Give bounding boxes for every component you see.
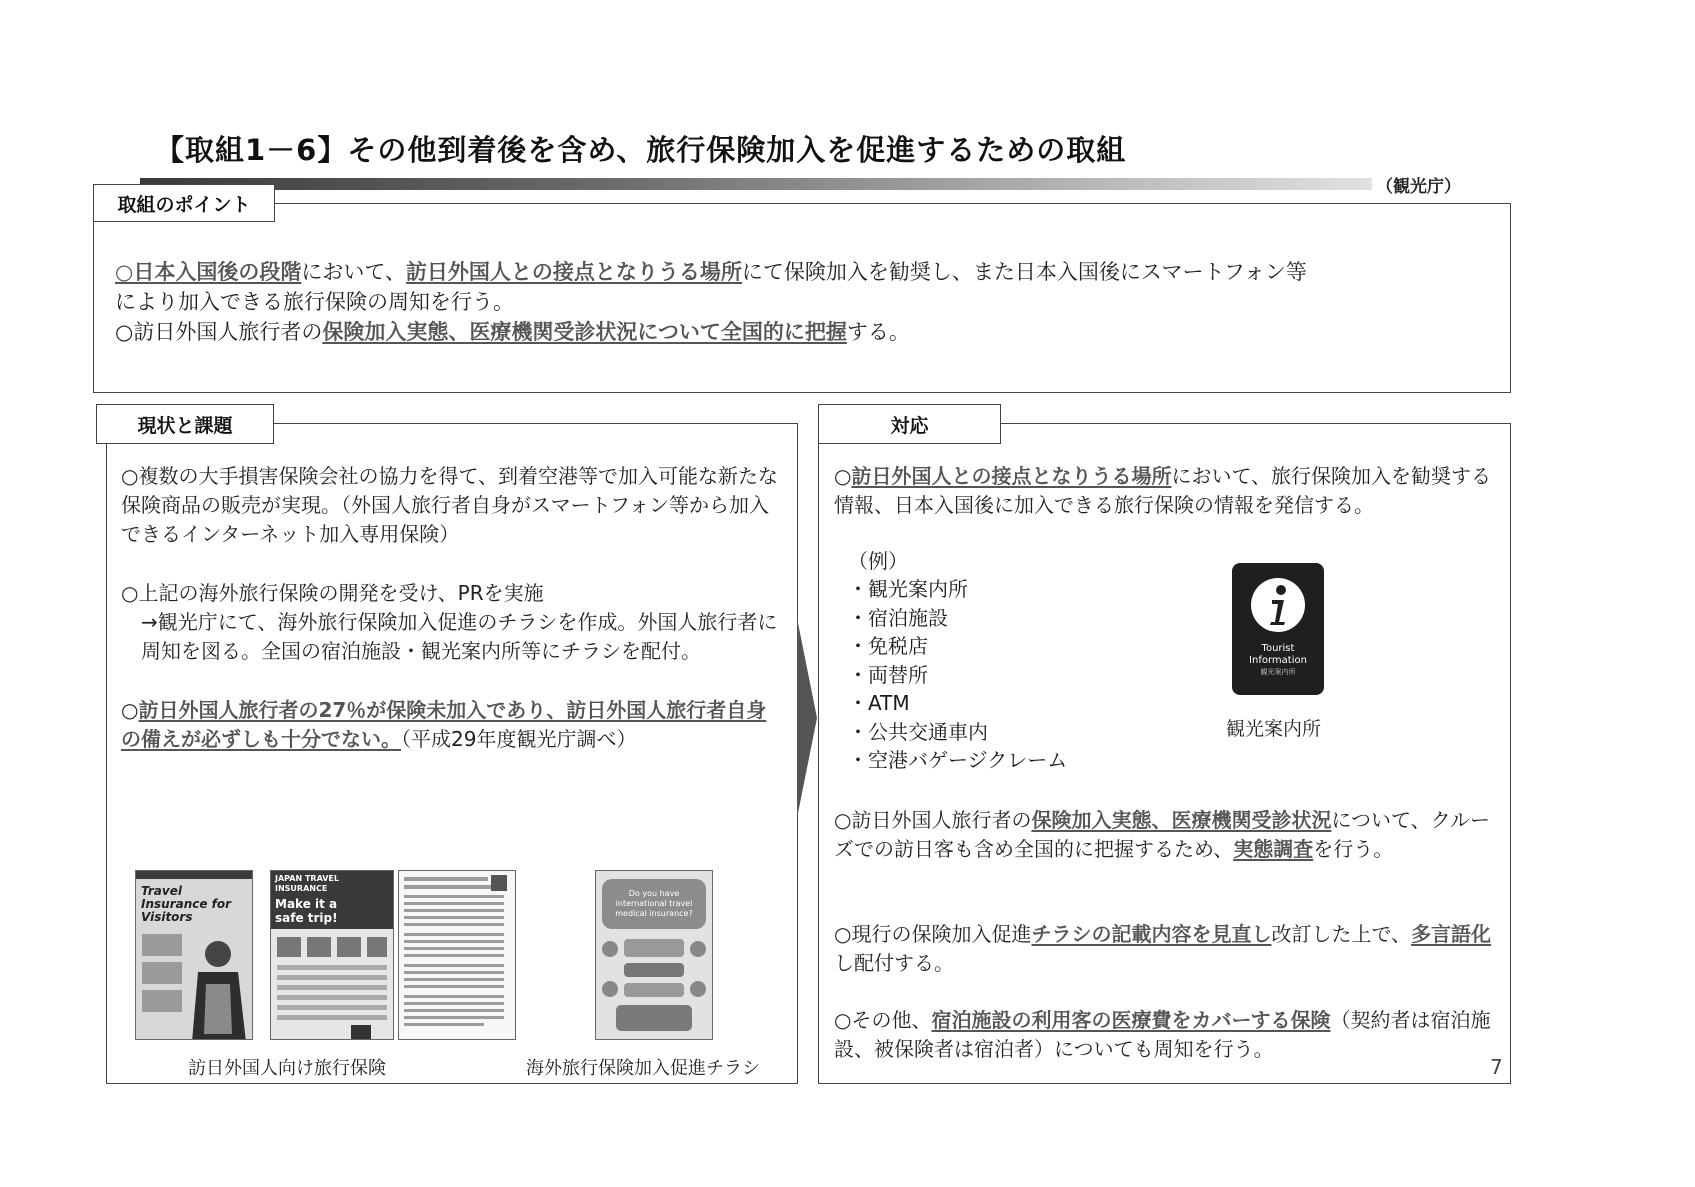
points-line2-c: する。 <box>846 320 910 344</box>
response-item-4-c: （契約者は宿泊施設、被保険者は宿泊者）についても周知を行う。 <box>834 1008 1491 1061</box>
caption-visitor-insurance: 訪日外国人向け旅行保険 <box>188 1058 386 1079</box>
response-example-list <box>848 575 1067 775</box>
points-line1-a: ○日本入国後の段階 <box>115 260 302 284</box>
current-item-1: ○複数の大手損害保険会社の協力を得て、到着空港等で加入可能な新たな保険商品の販売が実現。（外国人旅行者自身がスマートフォン等から加入できるインターネット加入専用保険） <box>121 464 779 546</box>
example-item: ・空港バゲージクレーム <box>848 748 1068 772</box>
tourist-info-en1: Tourist <box>1261 643 1295 654</box>
points-line1-d: にて保険加入を勧奨し、また日本入国後にスマートフォン等 <box>741 260 1307 284</box>
response-tab: 対応 <box>818 404 1001 444</box>
response-item-1 <box>834 462 1494 520</box>
tourist-info-logo <box>1232 563 1324 695</box>
example-item: ・ATM <box>848 691 910 715</box>
response-item-2-b: 保険加入実態、医療機関受診状況 <box>1031 808 1332 832</box>
response-example-label: （例） <box>848 549 908 573</box>
response-item-2-d: 実態調査 <box>1233 837 1314 861</box>
flyer-travel-insurance-visitors <box>135 870 253 1040</box>
info-icon <box>1248 575 1308 635</box>
response-item-2-e: を行う。 <box>1313 837 1394 861</box>
example-item: ・両替所 <box>848 662 928 687</box>
response-item-4-b: 宿泊施設の利用客の医療費をカバーする保険 <box>931 1008 1331 1032</box>
flyer3-text-lines <box>399 871 515 1039</box>
flyer-medical-insurance <box>595 870 713 1040</box>
response-item-1-c: において、旅行保険加入を勧奨する情報、日本入国後に加入できる旅行保険の情報を発信する。 <box>834 464 1492 517</box>
response-item-3-d: 多言語化 <box>1411 922 1492 946</box>
response-item-3-c: 改訂した上で、 <box>1271 922 1412 946</box>
points-line1-b: において、 <box>301 260 406 284</box>
flyer-text-sheet <box>398 870 516 1040</box>
current-tab: 現状と課題 <box>96 404 274 444</box>
response-item-1-b: 訪日外国人との接点となりうる場所 <box>851 464 1172 488</box>
example-item: ・宿泊施設 <box>848 605 948 630</box>
current-body <box>121 462 786 754</box>
tourist-info-en2: Information <box>1249 655 1307 666</box>
example-item: ・観光案内所 <box>848 577 968 601</box>
flyer4-title: Do you have international travel medical insurance? <box>602 879 706 929</box>
agency-label: （観光庁） <box>1372 172 1465 197</box>
points-line1-e: により加入できる旅行保険の周知を行う。 <box>115 290 514 314</box>
flyer1-title: Travel Insurance for Visitors <box>141 884 232 924</box>
flyer2-subtitle: Make it a safe trip! <box>275 897 338 925</box>
page-number: 7 <box>1490 1055 1503 1079</box>
example-item: ・免税店 <box>848 634 928 658</box>
tourist-info-caption: 観光案内所 <box>1226 718 1322 740</box>
response-item-3-a: ○現行の保険加入促進 <box>834 922 1032 946</box>
response-item-2 <box>834 806 1496 864</box>
current-item-2-b: →観光庁にて、海外旅行保険加入促進のチラシを作成。外国人旅行者に周知を図る。全国の宿泊施設・観光案内所等にチラシを配付。 <box>141 610 778 663</box>
points-line2-a: ○訪日外国人旅行者の <box>115 320 323 344</box>
response-item-2-c: について、クルーズでの訪日客も含め全国的に把握するため、 <box>834 808 1491 861</box>
points-line2-b: 保険加入実態、医療機関受診状況について全国的に把握 <box>322 320 847 344</box>
response-item-1-a: ○ <box>834 464 852 488</box>
response-item-2-a: ○訪日外国人旅行者の <box>834 808 1032 832</box>
tourist-info-jp: 観光案内所 <box>1260 668 1296 676</box>
points-line1-c: 訪日外国人との接点となりうる場所 <box>405 260 742 284</box>
title-underline-bar <box>140 178 1460 190</box>
page-title: 【取組1－6】その他到着後を含め、旅行保険加入を促進するための取組 <box>155 133 1127 167</box>
caption-promotion-flyer: 海外旅行保険加入促進チラシ <box>526 1058 760 1079</box>
points-text <box>115 257 1505 347</box>
flyer1-illustration <box>136 924 252 1040</box>
flyer2-illustration <box>271 929 393 1040</box>
current-item-2-a: ○上記の海外旅行保険の開発を受け、PRを実施 <box>121 581 544 605</box>
response-item-3 <box>834 920 1496 978</box>
flyer-japan-travel-insurance <box>270 870 394 1040</box>
response-item-3-b: チラシの記載内容を見直し <box>1031 922 1272 946</box>
flyer4-illustration <box>596 929 712 1040</box>
current-item-3-b: 訪日外国人旅行者の27％が保険未加入であり、訪日外国人旅行者自身の備えが必ずしも十分でない。 <box>121 698 767 751</box>
current-item-3-c: （平成29年度観光庁調べ） <box>401 727 637 751</box>
example-item: ・公共交通車内 <box>848 719 988 744</box>
flyer2-title: JAPAN TRAVEL INSURANCE <box>275 874 339 893</box>
response-item-4-a: ○その他、 <box>834 1008 932 1032</box>
points-tab: 取組のポイント <box>93 184 275 222</box>
response-item-3-e: し配付する。 <box>834 951 954 975</box>
response-item-4 <box>834 1006 1496 1064</box>
current-item-3-a: ○ <box>121 698 139 722</box>
flow-arrow-icon <box>797 618 819 838</box>
